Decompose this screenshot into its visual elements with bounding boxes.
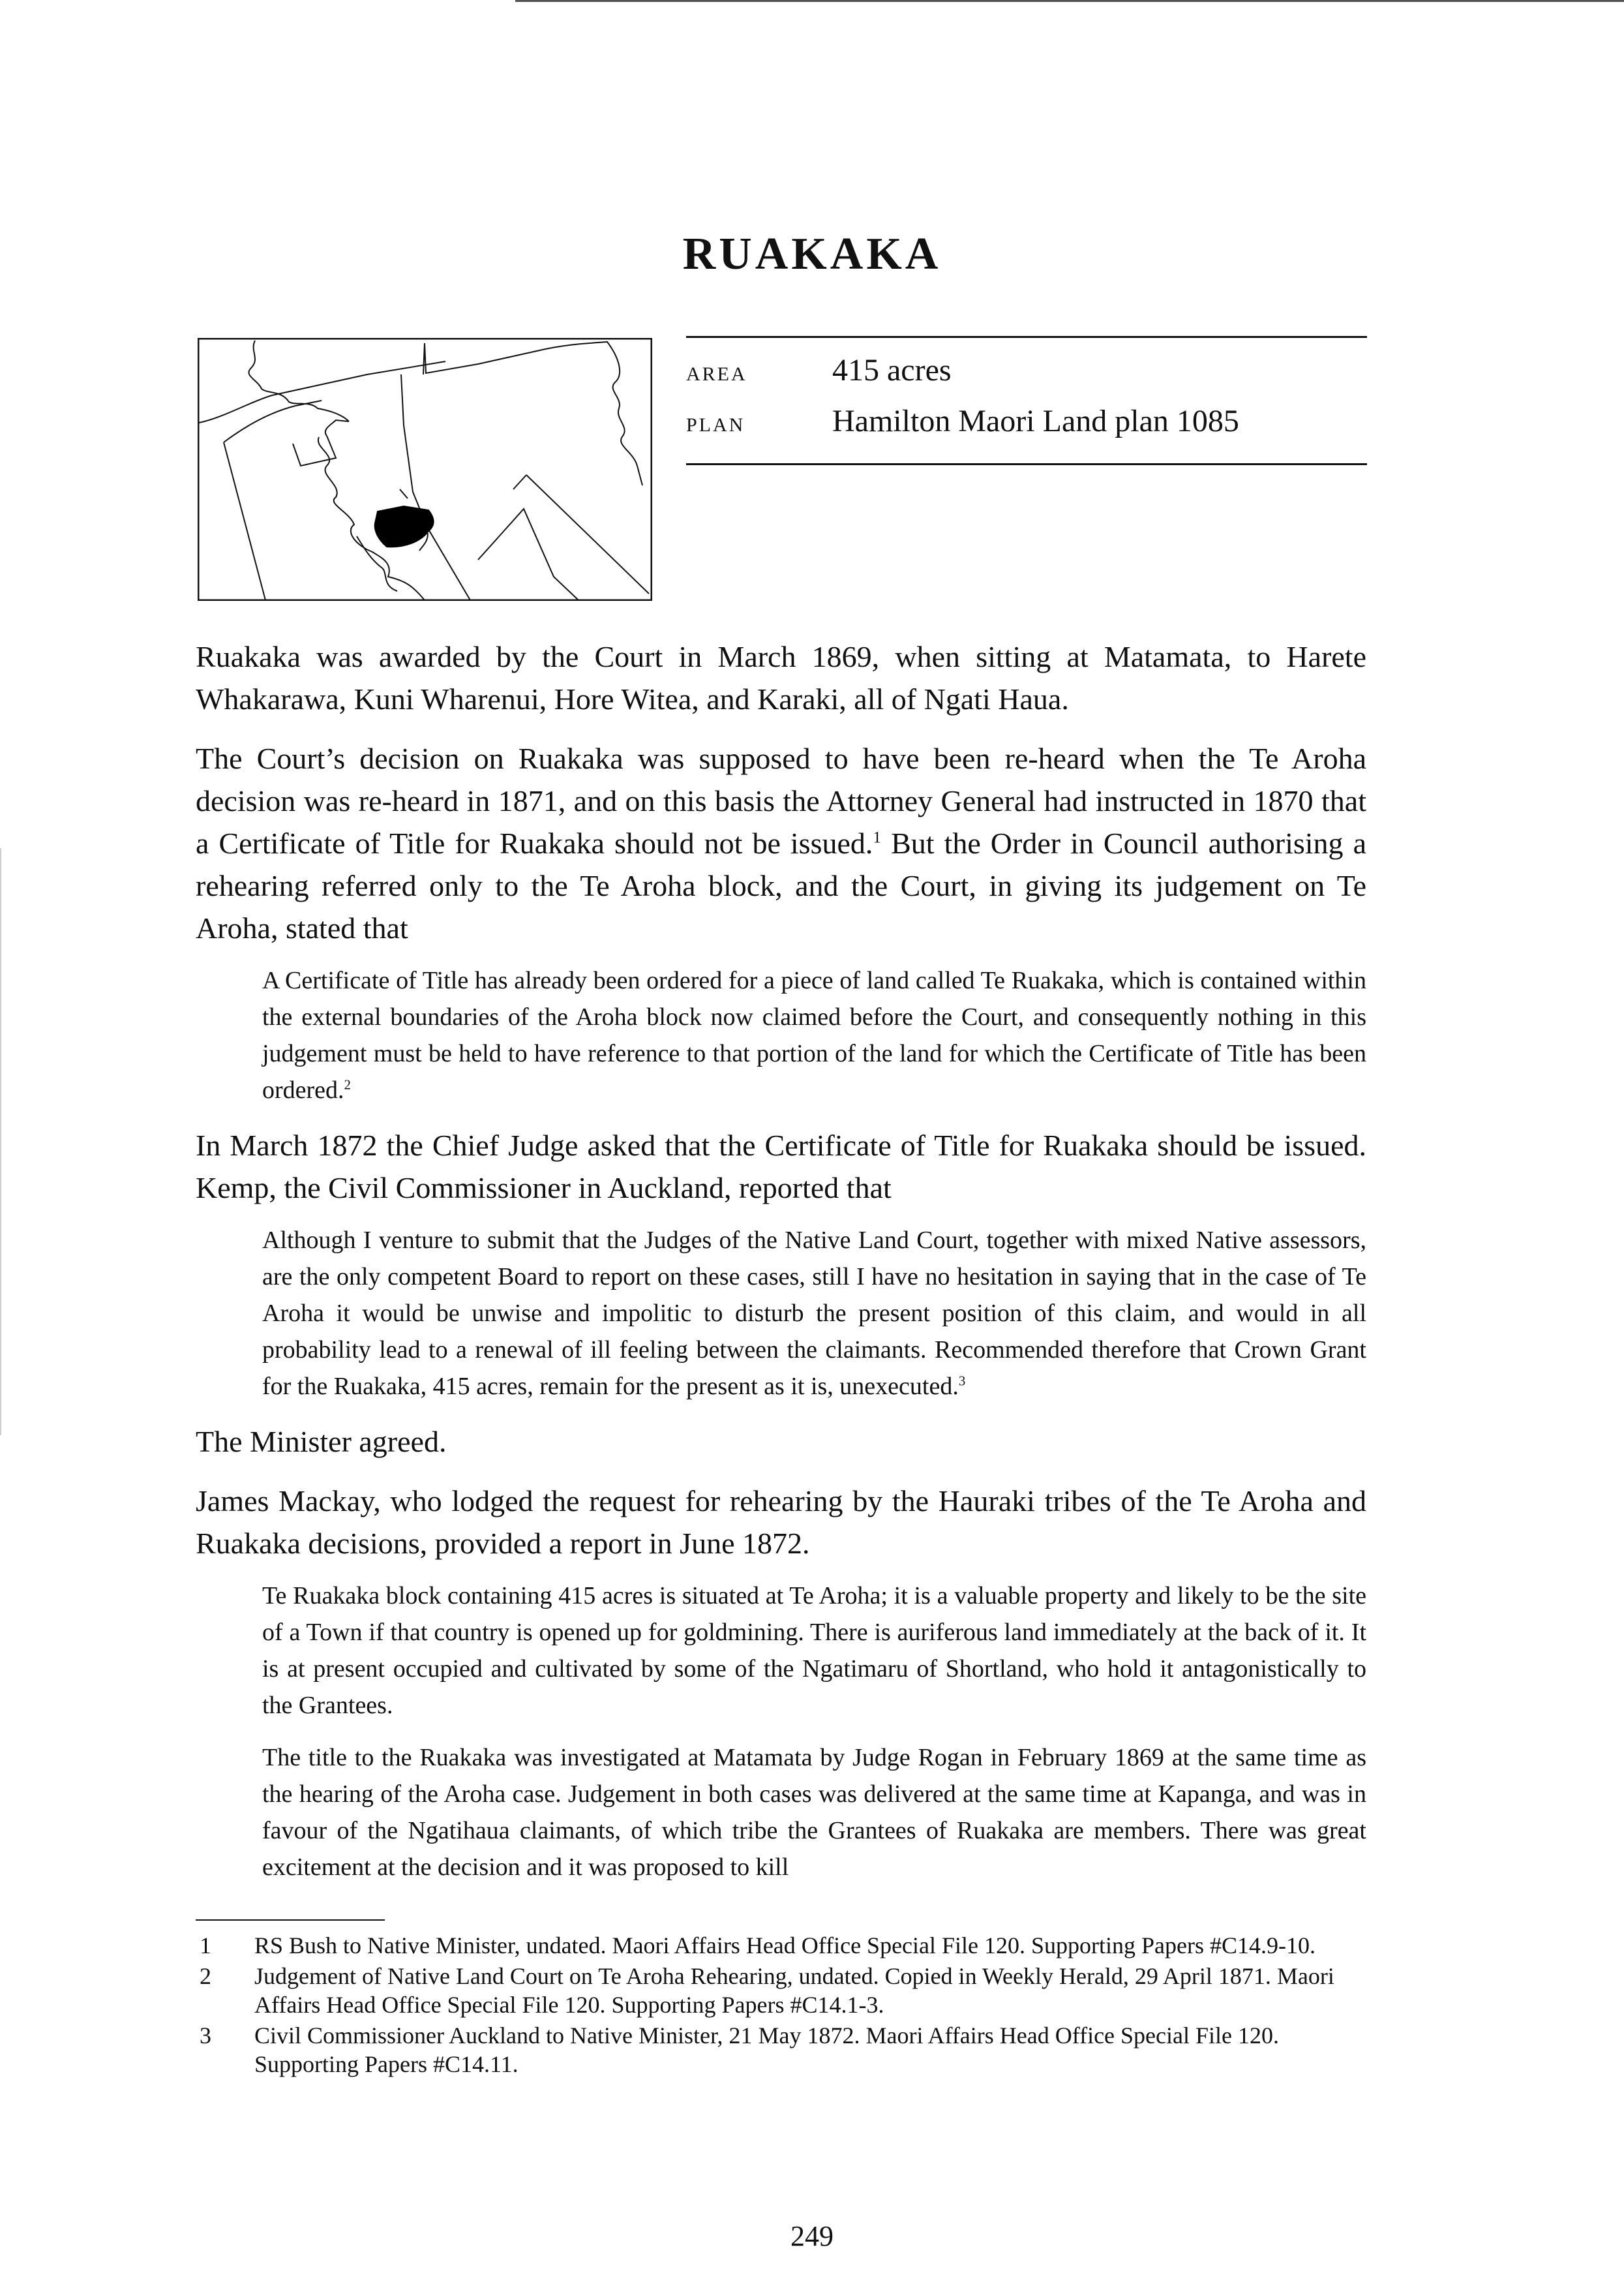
- footnote-number: 1: [200, 1932, 211, 1958]
- paragraph: In March 1872 the Chief Judge asked that the Certificate of Title for Ruakaka should be issued. Kemp, the Civil Commissioner in Auckland, reported that: [196, 1129, 1366, 1204]
- map-boundary: [325, 420, 349, 436]
- plan-row: [686, 403, 1367, 454]
- ruakaka-parcel: [375, 506, 434, 547]
- paragraph: The Minister agreed.: [196, 1425, 447, 1458]
- map-boundary: [248, 341, 349, 421]
- footnote-ref: 1: [873, 828, 882, 847]
- block-metadata: [686, 336, 1367, 465]
- footnotes: [196, 1931, 1366, 2080]
- quote-text: A Certificate of Title has already been ordered for a piece of land called Te Ruakaka, which is contained within the external boundaries of the Aroha block now claimed before the Court, and consequently nothing in this judgement must be held to have reference to that portion of the land for which the Certificate of Title has been ordered.: [262, 967, 1366, 1104]
- metadata-top-rule: [686, 336, 1367, 338]
- paragraph-text: The Court’s decision on Ruakaka was supposed to have been re-heard when the Te Aroha decision was re-heard in 1871, and on this basis the Attorney General had instructed in 1870 that a Certificate of Title for Ruakaka should not be issued.: [196, 742, 1366, 860]
- top-rule: [515, 0, 1624, 2]
- location-map: [198, 338, 652, 601]
- plan-label: PLAN: [686, 414, 745, 436]
- page-number: 249: [790, 2220, 834, 2252]
- map-boundary: [513, 475, 526, 489]
- map-frame: [198, 339, 652, 600]
- footnote-ref: 3: [958, 1373, 966, 1389]
- page-title: RUAKAKA: [682, 229, 942, 279]
- map-boundary: [478, 509, 579, 600]
- body-text: [196, 635, 1366, 1901]
- area-value: 415 acres: [832, 353, 952, 388]
- footnote-text: Judgement of Native Land Court on Te Aroha Rehearing, undated. Copied in Weekly Herald, 29 April 1871. Maori Affairs Head Office Special File 120. Supporting Papers #C14.1-3.: [254, 1963, 1334, 2018]
- footnote-text: Civil Commissioner Auckland to Native Minister, 21 May 1872. Maori Affairs Head Office Special File 120. Supporting Papers #C14.11.: [254, 2022, 1279, 2077]
- map-boundary: [400, 489, 408, 498]
- footnote: [196, 1931, 1366, 1960]
- map-boundary: [401, 374, 470, 600]
- scan-edge: [0, 848, 1, 1435]
- map-boundary: [224, 442, 265, 600]
- block-quote: Te Ruakaka block containing 415 acres is situated at Te Aroha; it is a valuable property and likely to be the site of a Town if that country is opened up for goldmining. There is auriferous land immediately at the back of it. It is at present occupied and cultivated by some of the Ngatimaru of Shortland, who hold it antagonistically to the Grantees.: [262, 1582, 1366, 1719]
- footnote: [196, 2021, 1366, 2079]
- map-boundary: [224, 401, 322, 442]
- block-quote: The title to the Ruakaka was investigated at Matamata by Judge Rogan in February 1869 at the same time as the hearing of the Aroha case. Judgement in both cases was delivered at the same time at Kapanga, and was in favour of the Ngatihaua claimants, of which tribe the Grantees of Ruakaka are members. There was great excitement at the decision and it was proposed to kill: [262, 1744, 1366, 1881]
- footnote-rule: [196, 1919, 385, 1921]
- block-quote: [262, 1222, 1366, 1405]
- map-boundary: [423, 343, 425, 374]
- map-boundary: [199, 361, 445, 423]
- area-label: AREA: [686, 363, 747, 385]
- footnote-ref: 2: [344, 1076, 351, 1093]
- footnote-number: 2: [200, 1963, 211, 1989]
- footnote: [196, 1962, 1366, 2019]
- metadata-bottom-rule: [686, 463, 1367, 465]
- paragraph: James Mackay, who lodged the request for rehearing by the Hauraki tribes of the Te Aroha and Ruakaka decisions, provided a report in June 1872.: [196, 1484, 1366, 1560]
- quote-text: Although I venture to submit that the Judges of the Native Land Court, together with mixed Native assessors, are the only competent Board to report on these cases, still I have no hesitation in saying that in the case of Te Aroha it would be unwise and impolitic to disturb the present position of this claim, and would in all probability lead to a renewal of ill feeling between the claimants. Recommended therefore that Crown Grant for the Ruakaka, 415 acres, remain for the present as it is, unexecuted.: [262, 1227, 1366, 1400]
- map-boundary: [526, 475, 649, 594]
- paragraph-text: But the Order in Council authorising a rehearing referred only to the Te Aroha block, and the Court, in giving its judgement on Te Aroha, stated that: [196, 827, 1366, 945]
- block-quote: [262, 962, 1366, 1108]
- plan-value: Hamilton Maori Land plan 1085: [832, 404, 1239, 438]
- area-row: [686, 352, 1367, 403]
- map-boundary: [425, 342, 642, 485]
- footnote-text: RS Bush to Native Minister, undated. Maori Affairs Head Office Special File 120. Supporting Papers #C14.9-10.: [254, 1932, 1316, 1958]
- footnote-number: 3: [200, 2022, 211, 2049]
- paragraph: [196, 737, 1366, 949]
- paragraph: Ruakaka was awarded by the Court in March 1869, when sitting at Matamata, to Harete Whakarawa, Kuni Wharenui, Hore Witea, and Karaki, all of Ngati Haua.: [196, 640, 1366, 716]
